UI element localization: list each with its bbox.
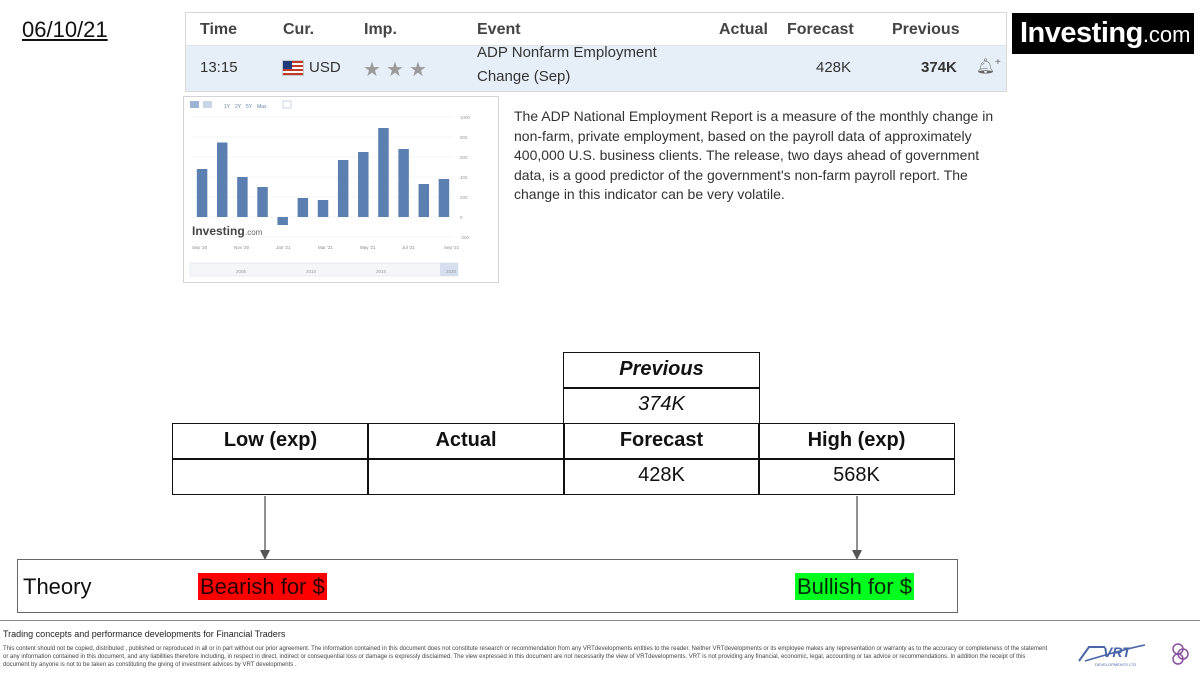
chart-bar [419,184,429,217]
forecast-header-cell [563,423,760,460]
chart-bar [197,169,207,217]
theory-box [17,559,958,613]
logo-suffix: .com [1142,22,1191,47]
previous-value-cell [563,387,760,424]
calendar-header [186,13,1006,46]
chart-bar [318,200,328,217]
col-forecast-header: Forecast [787,21,854,38]
forecast-value-cell [563,458,760,495]
chart-bar [358,152,368,217]
bell-plus-icon[interactable]: 🔔︎+ [976,57,1001,75]
x-tick-label: Sep '20 [192,245,208,250]
vrt-logo [1075,639,1191,669]
event-description: The ADP National Employment Report is a measure of the monthly change in non-farm, private employment, based on the payroll data of approximately 400,000 U.S. business clients. The release, two days ahead of government data, is a good predictor of the government's non-farm payroll report. The change in this indicator can be very volatile. [514,108,994,203]
x-tick-label: Mar '21 [318,245,333,250]
range-button-max: Max [257,104,267,110]
event-time: 13:15 [200,59,238,76]
y-tick-label: 0 [460,215,463,220]
y-tick-label: 1000 [460,115,471,120]
historical-chart-svg [184,97,498,282]
high-value: 568K [833,464,880,486]
footer-divider [0,620,1200,621]
col-currency-header: Cur. [283,21,315,38]
logo-text: Investing [1020,17,1143,49]
high-header-label: High (exp) [807,429,906,451]
x-tick-label: Nov '20 [234,245,250,250]
range-button-2y: 2Y [235,104,242,110]
date-label: 06/10/21 [22,17,108,42]
footer-title: Trading concepts and performance developments for Financial Traders [3,629,286,639]
navigator-tick-label: 2005 [236,269,247,274]
historical-chart [183,96,499,283]
us-flag-icon [282,60,304,76]
bullish-tag: Bullish for $ [797,574,912,599]
theory-label: Theory [23,574,92,599]
previous-header-label: Previous [619,358,704,380]
low-header-label: Low (exp) [223,429,318,451]
x-tick-label: Sep '21 [444,245,460,250]
forecast-value: 428K [638,464,685,486]
high-header-cell [758,423,955,460]
chart-watermark: Investing [192,224,245,238]
previous-header-cell [563,352,760,389]
y-tick-label: 800 [460,135,468,140]
col-importance-header: Imp. [364,21,397,38]
arrow-down-icon [847,496,867,562]
line-chart-toggle-icon [203,101,212,108]
arrow-down-icon [255,496,275,562]
chart-bar [439,179,449,217]
print-icon [283,101,291,108]
vrt-brand-sub: DEVELOPMENTS LTD [1095,662,1137,667]
actual-header-cell [367,423,565,460]
col-event-header: Event [477,21,521,38]
bearish-tag: Bearish for $ [200,574,325,599]
chart-bar [277,217,287,225]
range-navigator [190,263,458,276]
x-tick-label: May '21 [360,245,376,250]
investing-logo [1012,13,1194,54]
y-tick-label: -200 [460,235,470,240]
high-value-cell [758,458,955,495]
x-tick-label: Jan '21 [276,245,291,250]
actual-value-cell[interactable] [367,458,565,495]
col-previous-header: Previous [892,21,960,38]
event-forecast: 428K [816,59,852,76]
navigator-tick-label: 2010 [306,269,317,274]
chart-bar [378,128,388,217]
chart-bar [257,187,267,217]
previous-value: 374K [638,393,685,415]
actual-header-label: Actual [435,429,497,451]
vrt-brand: VRT [1103,644,1131,660]
event-name-line1[interactable]: ADP Nonfarm Employment [477,44,657,61]
chart-watermark-suffix: .com [245,228,263,237]
chart-bar [217,143,227,218]
navigator-tick-label: 2015 [376,269,387,274]
y-tick-label: 400 [460,175,468,180]
range-button-1y: 1Y [224,104,231,110]
navigator-tick-label: 2020 [446,269,457,274]
y-tick-label: 600 [460,155,468,160]
event-previous: 374K [921,59,957,76]
chart-bar [298,198,308,217]
chart-bar [338,160,348,217]
event-currency: USD [309,59,341,76]
event-name-line2[interactable]: Change (Sep) [477,68,571,85]
calendar-event-row[interactable] [186,46,1006,91]
star-icon: ★ [363,59,381,81]
chart-bar [237,177,247,217]
y-tick-label: 200 [460,195,468,200]
range-button-5y: 5Y [246,104,253,110]
low-value-cell[interactable] [172,458,369,495]
footer-disclaimer: This content should not be copied, distributed , published or reproduced in all or in part without our prior agreement. The information contained in this document does not constitute research or recommendation from any VRTdevelopments entities to the reader. Neither VRTdevelopments or its employee makes any representation or warranty as to the accuracy or completeness of the statement or any information contained in this document, and any liabilities therefore including, in respect in direct, indirect or consequential loss or damage is expressly disclaimed. The view expressed in this document are not necessarily the view of VRTdevelopments. VRT is not providing any financial, economic, legal, accounting or tax advice or recommendations. In addition the receipt of this document by anyone is not to be taken as constituting the giving of investment advices by VRT developments . [3,646,1048,668]
forecast-header-label: Forecast [619,429,704,451]
col-actual-header: Actual [719,21,768,38]
bar-chart-toggle-icon [190,101,199,108]
star-icon: ★ [409,59,427,81]
chart-bar [398,149,408,217]
low-header-cell [172,423,369,460]
economic-calendar-row [185,12,1007,92]
col-time-header: Time [200,21,238,38]
star-icon: ★ [386,59,404,81]
x-tick-label: Jul '21 [402,245,415,250]
